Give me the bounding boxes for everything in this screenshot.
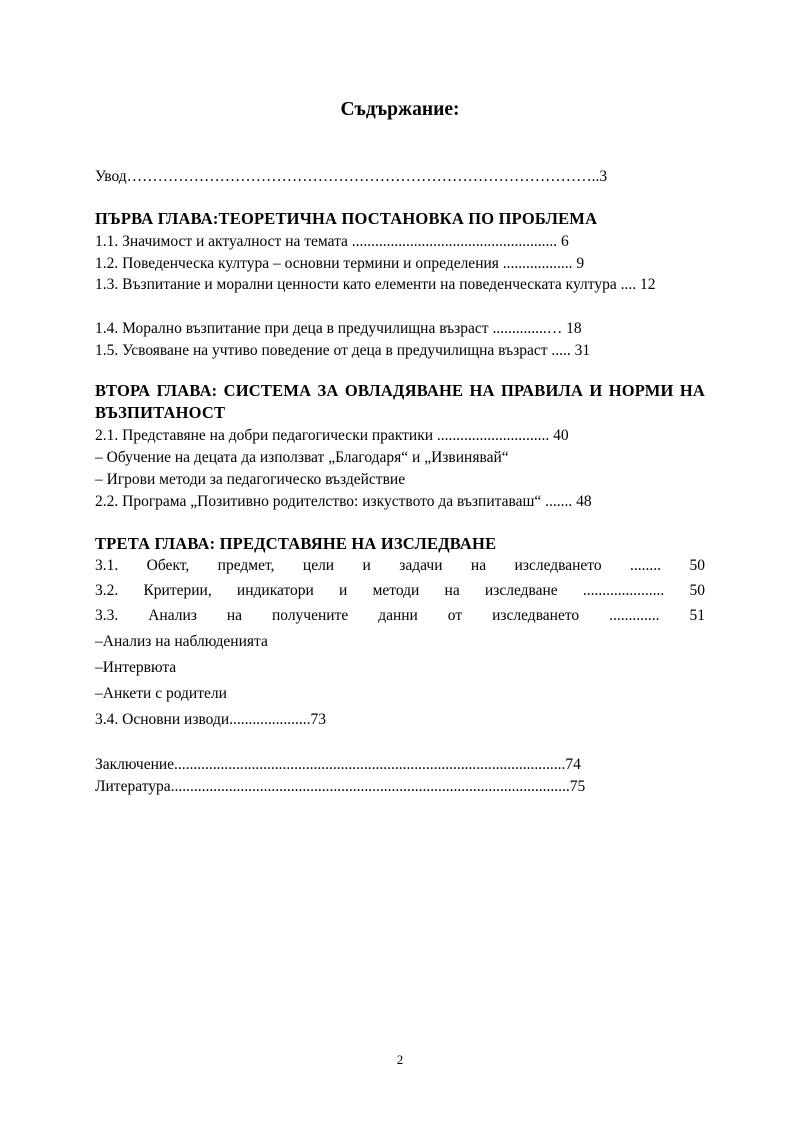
toc-item-1-4: 1.4. Морално възпитание при деца в предучилищна възраст ..............… 18	[95, 320, 582, 337]
toc-item-3-1: 3.1. Обект, предмет, цели и задачи на изследването ........ 50	[95, 557, 705, 574]
chapter2-heading: ВТОРА ГЛАВА: СИСТЕМА ЗА ОВЛАДЯВАНЕ НА ПРАВИЛА И НОРМИ НА ВЪЗПИТАНОСТ	[95, 381, 705, 422]
toc-item-3-3a: –Анализ на наблюденията	[95, 633, 268, 650]
toc-item-1-3: 1.3. Възпитание и морални ценности като елементи на поведенческата култура .... 12	[95, 276, 656, 293]
toc-item-3-3: 3.3. Анализ на получените данни от изследването ............. 51	[95, 607, 705, 624]
toc-conclusion: Заключение.....................................................................................................74	[95, 756, 581, 773]
toc-item-1-1: 1.1. Значимост и актуалност на темата ..................................................... 6	[95, 233, 569, 250]
toc-item-2-1b: – Игрови методи за педагогическо въздействие	[95, 471, 406, 488]
toc-intro: Увод………………………………………………………………………………..3	[95, 168, 608, 185]
page-title: Съдържание:	[340, 99, 460, 120]
toc-item-3-4: 3.4. Основни изводи.....................73	[95, 711, 327, 728]
toc-item-2-1: 2.1. Представяне на добри педагогически практики ............................. 40	[95, 427, 569, 444]
chapter1-heading: ПЪРВА ГЛАВА:ТЕОРЕТИЧНА ПОСТАНОВКА ПО ПРОБЛЕМА	[95, 209, 598, 228]
toc-item-3-3c: –Анкети с родители	[95, 685, 227, 702]
toc-item-3-2: 3.2. Критерии, индикатори и методи на изследване ..................... 50	[95, 582, 705, 599]
chapter3-heading: ТРЕТА ГЛАВА: ПРЕДСТАВЯНЕ НА ИЗСЛЕДВАНЕ	[95, 534, 497, 553]
toc-item-1-2: 1.2. Поведенческа култура – основни термини и определения .................. 9	[95, 255, 585, 272]
toc-literature: Литература.......................................................................................................75	[95, 778, 586, 795]
page-number: 2	[396, 1052, 404, 1067]
toc-item-2-2: 2.2. Програма „Позитивно родителство: изкуството да възпитаваш“ ....... 48	[95, 493, 592, 510]
toc-item-2-1a: – Обучение на децата да използват „Благодаря“ и „Извинявай“	[95, 449, 509, 466]
toc-item-1-5: 1.5. Усвояване на учтиво поведение от деца в предучилищна възраст ..... 31	[95, 342, 591, 359]
toc-item-3-3b: –Интервюта	[95, 659, 177, 676]
